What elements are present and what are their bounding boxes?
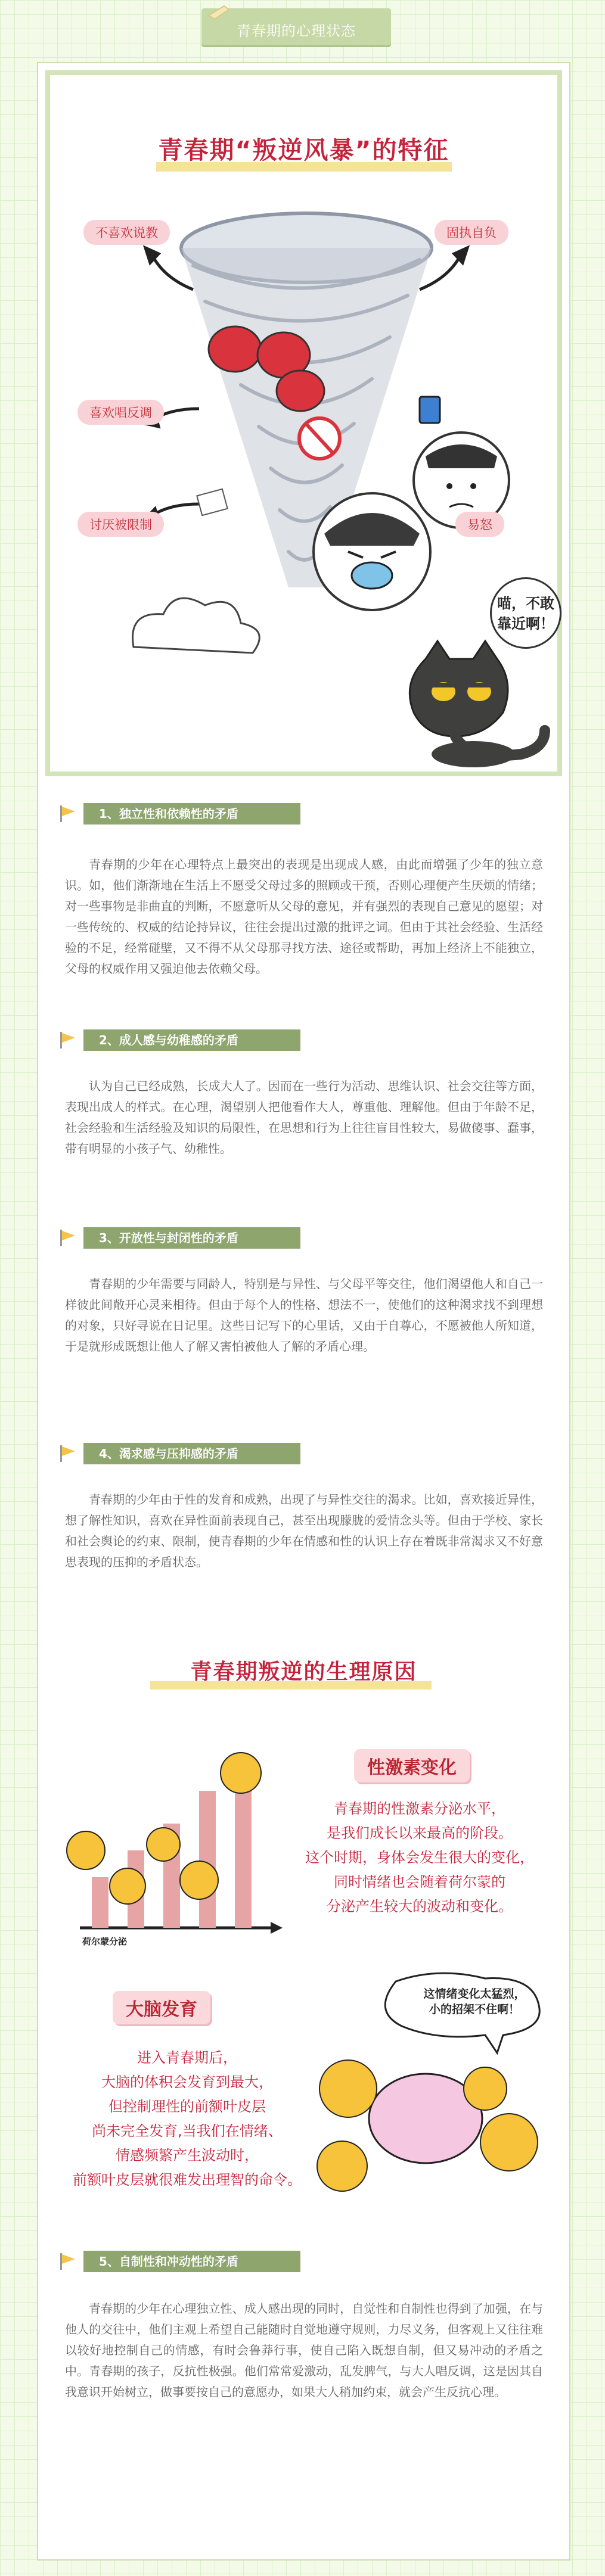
- section-2-title: 2、成人感与幼稚感的矛盾: [83, 1029, 300, 1051]
- flag-icon: [58, 1031, 77, 1050]
- section-4-title: 4、渴求感与压抑感的矛盾: [83, 1443, 300, 1464]
- cat-illustration: [384, 635, 557, 772]
- flag-icon: [58, 1228, 77, 1247]
- section-4-text: 青春期的少年由于性的发育和成熟，出现了与异性交往的渴求。比如，喜欢接近异性，想了解性知识，喜欢在异性面前表现自己，甚至出现朦胧的爱情念头等。但由于学校、家长和社会舆论的约束、限制，使青春期的少年在情感和性的认识上存在着既非常渴求又不好意思表现的压抑的矛盾状态。: [65, 1492, 543, 1569]
- section-1-text: 青春期的少年在心理特点上最突出的表现是出现成人感，由此而增强了少年的独立意识。如，他们渐渐地在生活上不愿受父母过多的照顾或干预，否则心理便产生厌烦的情绪；对一些事物是非曲直的判断，不愿意听从父母的意见，并有强烈的表现自己意见的愿望；对一些传统的、权威的结论持异议，往往会提出过激的批评之词。但由于其社会经验、生活经验的不足，经常碰壁，又不得不从父母那寻找方法、途径或帮助，再加上经济上不能独立，父母的权威作用又强迫他去依赖父母。: [65, 857, 543, 976]
- brain-line: 情感频繁产生波动时，: [116, 2147, 259, 2164]
- hormone-axis-label: 荷尔蒙分泌: [82, 1936, 128, 1947]
- flag-icon: [58, 1444, 77, 1463]
- hormone-line: 这个时期，身体会发生很大的变化，: [305, 1849, 534, 1866]
- hormone-text: [294, 1797, 545, 1919]
- brain-line: 进入青春期后，: [137, 2049, 237, 2066]
- hormone-topic-pill: 性激素变化: [354, 1749, 470, 1782]
- hero-title: 青春期“叛逆风暴”的特征: [158, 136, 449, 164]
- hormone-line: 青春期的性激素分泌水平，: [334, 1800, 505, 1817]
- flag-icon: [58, 2252, 77, 2271]
- brain-topic-pill: 大脑发育: [113, 1991, 210, 2024]
- brain-line: 但控制理性的前额叶皮层: [108, 2098, 266, 2115]
- content-card: [37, 62, 570, 2561]
- brain-line: 前额叶皮层就很难发出理智的命令。: [73, 2171, 302, 2188]
- speech-line: 喵，不敢: [497, 595, 554, 612]
- speech-line: 靠近啊！: [497, 615, 554, 632]
- label-contrary: 喜欢唱反调: [77, 400, 164, 425]
- hero-illustration-panel: [45, 70, 562, 776]
- brain-line: 大脑的体积会发育到最大，: [101, 2074, 273, 2090]
- bubble-line: 小的招架不住啊！: [429, 2003, 520, 2016]
- label-dislike-lecturing: 不喜欢说教: [83, 220, 170, 245]
- hormone-line: 分泌产生较大的波动和变化。: [327, 1898, 513, 1915]
- hormone-line: 是我们成长以来最高的阶段。: [327, 1825, 513, 1841]
- physio-title: 青春期叛逆的生理原因: [190, 1660, 417, 1684]
- bubble-line: 这情绪变化太猛烈，: [423, 1987, 526, 2001]
- label-irritable: 易怒: [455, 512, 504, 537]
- label-stubborn: 固执自负: [435, 220, 508, 245]
- section-5-title: 5、自制性和冲动性的矛盾: [83, 2251, 300, 2272]
- section-5-text: 青春期的少年在心理独立性、成人感出现的同时，自觉性和自制性也得到了加强，在与他人的交往中，他们主观上希望自己能随时自觉地遵守规则，力尽义务，但客观上又往往难以较好地控制自己的情感，有时会鲁莽行事，使自己陷入既想自制，但又易冲动的矛盾之中。青春期的孩子，反抗性极强。他们常常爱激动，乱发脾气，与大人唱反调，这是因其自我意识开始树立，做事要按自己的意愿办，如果大人稍加约束，就会产生反抗心理。: [65, 2301, 543, 2399]
- hormone-line: 同时情绪也会随着荷尔蒙的: [334, 1874, 505, 1890]
- flag-icon: [58, 804, 77, 823]
- header-tag-label: 青春期的心理状态: [237, 23, 356, 39]
- header-tag: [201, 8, 391, 45]
- brain-bubble: [403, 1986, 546, 2017]
- section-3-text: 青春期的少年需要与同龄人，特别是与异性、与父母平等交往，他们渴望他人和自己一样彼此间敞开心灵来相待。但由于每个人的性格、想法不一，使他们的这种渴求找不到理想的对象，只好寻说在日记里。这些日记写下的心里话，又由于自尊心，不愿被他人所知道，于是就形成既想让他人了解又害怕被他人了解的矛盾心理。: [65, 1277, 543, 1354]
- brain-line: 尚未完全发育,当我们在情绪、: [92, 2123, 283, 2139]
- section-3-title: 3、开放性与封闭性的矛盾: [83, 1227, 300, 1249]
- section-2-text: 认为自己已经成熟，长成大人了。因而在一些行为活动、思维认识、社会交往等方面，表现出成人的样式。在心理，渴望别人把他看作大人，尊重他、理解他。但由于年龄不足，社会经验和生活经验及知识的局限性，在思想和行为上往往盲目性较大，易做傻事、蠢事，带有明显的小孩子气、幼稚性。: [65, 1079, 543, 1156]
- section-1-title: 1、独立性和依赖性的矛盾: [83, 803, 300, 825]
- brain-text: [56, 2046, 318, 2192]
- label-hate-restrictions: 讨厌被限制: [77, 512, 164, 537]
